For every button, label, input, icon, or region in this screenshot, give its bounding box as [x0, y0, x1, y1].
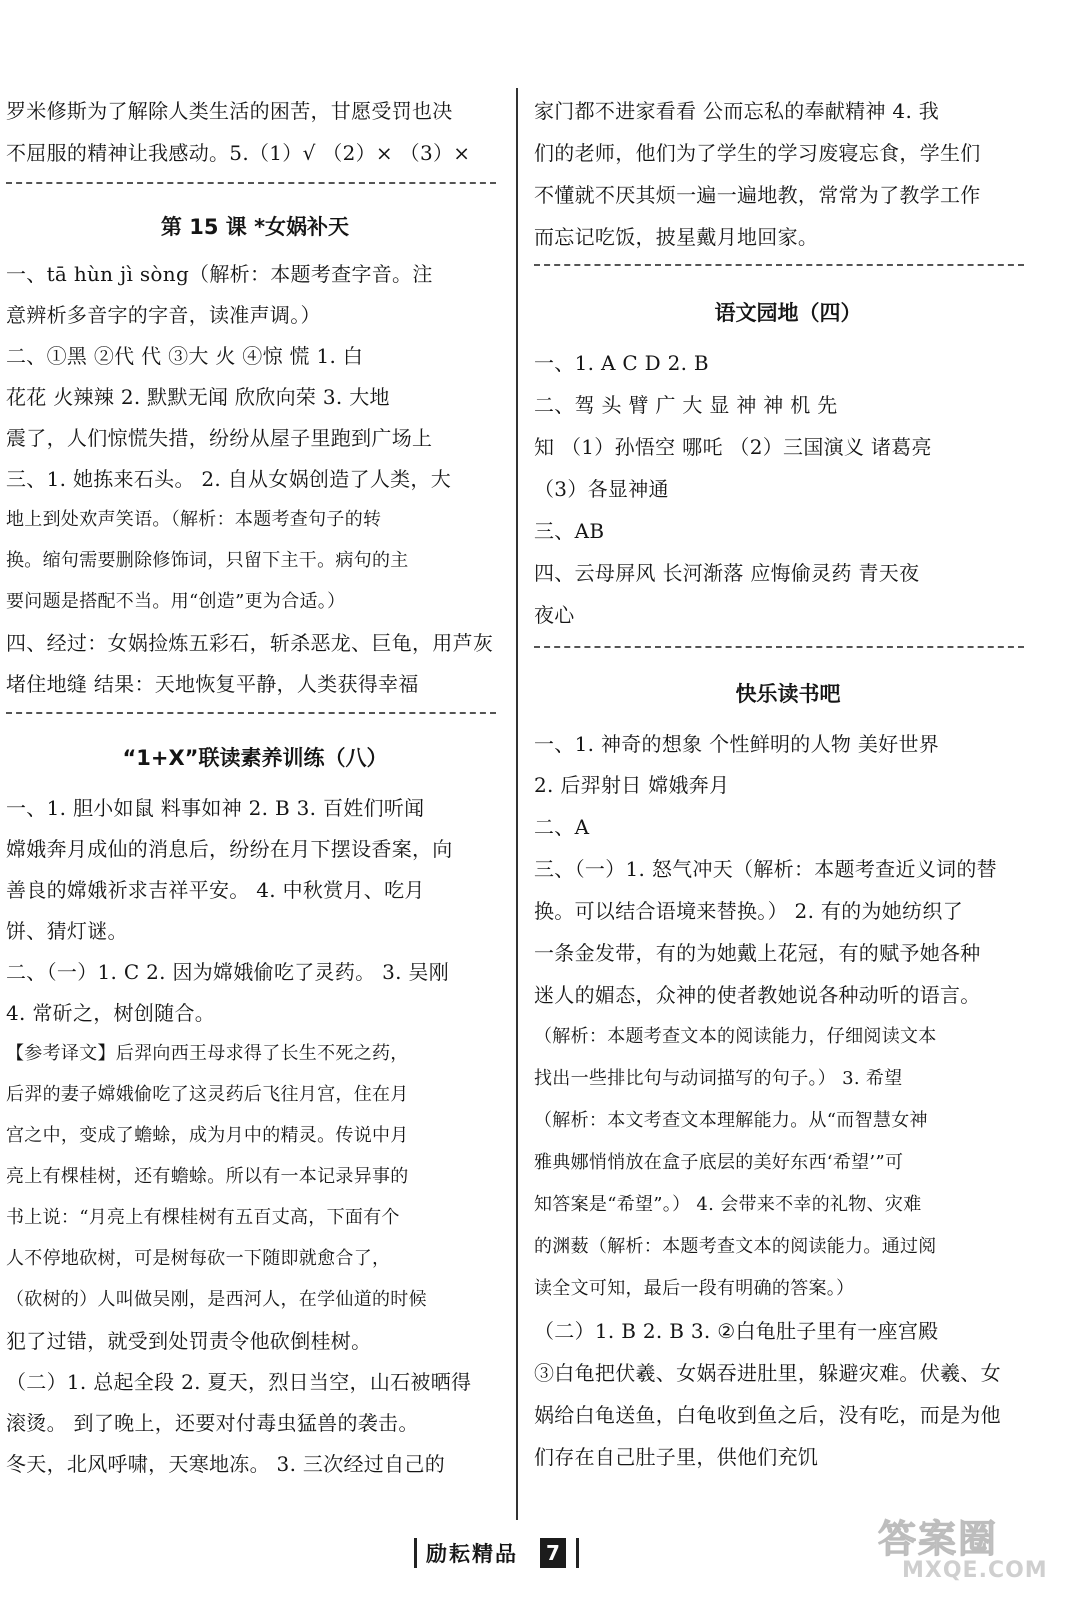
text-line: 一、1. A C D 2. B [534, 351, 709, 375]
text-line: 滚烫。 到了晚上，还要对付毒虫猛兽的袭击。 [6, 1411, 419, 1435]
text-line: 意辨析多音字的字音，读准声调。） [6, 303, 321, 327]
section-divider [6, 182, 496, 184]
text-line: 善良的嫦娥祈求吉祥平安。 4. 中秋赏月、吃月 [6, 878, 425, 902]
translation-line: （砍树的）人叫做吴刚，是西河人，在学仙道的时候 [6, 1289, 427, 1310]
section-title-happy-reading: 快乐读书吧 [735, 682, 841, 706]
text-line: 犯了过错，就受到处罚责令他砍倒桂树。 [6, 1329, 372, 1353]
text-line: 娲给白龟送鱼，白龟收到鱼之后，没有吃，而是为他 [534, 1403, 1001, 1427]
text-line: 们的老师，他们为了学生的学习废寝忘食，学生们 [534, 141, 981, 165]
footer-bar-left [414, 1538, 417, 1568]
translation-line: 【参考译文】后羿向西王母求得了长生不死之药， [6, 1043, 409, 1064]
text-line: 一、tā hùn jì sòng（解析：本题考查字音。注 [6, 262, 433, 286]
translation-line: 亮上有棵桂树，还有蟾蜍。所以有一本记录异事的 [6, 1166, 409, 1187]
watermark-url: MXQE.COM [902, 1558, 1048, 1583]
text-line: 们存在自己肚子里，供他们充饥 [534, 1445, 819, 1469]
text-line: 冬天，北风呼啸，天寒地冻。 3. 三次经过自己的 [6, 1452, 445, 1476]
text-line: 不懂就不厌其烦一遍一遍地教，常常为了教学工作 [534, 183, 981, 207]
page-footer [414, 1532, 614, 1576]
translation-line: 人不停地砍树，可是树每砍一下随即就愈合了， [6, 1248, 391, 1269]
text-line: 四、云母屏风 长河渐落 应悔偷灵药 青天夜 [534, 561, 920, 585]
text-line: ③白龟把伏羲、女娲吞进肚里，躲避灾难。伏羲、女 [534, 1361, 1001, 1385]
text-line: 二、①黑 ②代 代 ③大 火 ④惊 慌 1. 白 [6, 344, 364, 368]
text-line: 罗米修斯为了解除人类生活的困苦，甘愿受罚也决 [6, 99, 453, 123]
translation-line: 宫之中，变成了蟾蜍，成为月中的精灵。传说中月 [6, 1125, 409, 1146]
text-line: 震了，人们惊慌失措，纷纷从屋子里跑到广场上 [6, 426, 433, 450]
text-line: （二）1. 总起全段 2. 夏天，烈日当空，山石被晒得 [6, 1370, 472, 1394]
text-line: 一、1. 神奇的想象 个性鲜明的人物 美好世界 [534, 732, 940, 756]
text-line: 饼、猜灯谜。 [6, 919, 128, 943]
text-line: 二、驾 头 臂 广 大 显 神 神 机 先 [534, 393, 838, 417]
text-line: 换。可以结合语境来替换。） 2. 有的为她纺织了 [534, 899, 963, 923]
text-line: 而忘记吃饭，披星戴月地回家。 [534, 225, 819, 249]
page-number: 7 [540, 1538, 566, 1568]
text-line: 4. 常斫之，树创随合。 [6, 1001, 216, 1025]
text-line: 2. 后羿射日 嫦娥奔月 [534, 773, 730, 797]
text-line: 三、AB [534, 519, 605, 543]
text-line: 四、经过：女娲捡炼五彩石，斩杀恶龙、巨龟，用芦灰 [6, 631, 494, 655]
text-line: 堵住地缝 结果：天地恢复平静，人类获得幸福 [6, 672, 419, 696]
text-line: 地上到处欢声笑语。（解析：本题考查句子的转 [6, 509, 382, 530]
text-line: 二、（一）1. C 2. 因为嫦娥偷吃了灵药。 3. 吴刚 [6, 960, 450, 984]
text-line: 一条金发带，有的为她戴上花冠，有的赋予她各种 [534, 941, 981, 965]
text-line: 换。缩句需要删除修饰词，只留下主干。病句的主 [6, 550, 409, 571]
section-title-garden-4: 语文园地（四） [714, 301, 862, 325]
translation-line: 书上说：“月亮上有棵桂树有五百丈高，下面有个 [6, 1207, 400, 1228]
text-line: （解析：本题考查文本的阅读能力，仔细阅读文本 [534, 1026, 937, 1047]
text-line: 三、1. 她拣来石头。 2. 自从女娲创造了人类，大 [6, 467, 452, 491]
text-line: 迷人的媚态，众神的使者教她说各种动听的语言。 [534, 983, 981, 1007]
text-line: 三、（一）1. 怒气冲天（解析：本题考查近义词的替 [534, 857, 997, 881]
watermark [878, 1508, 1073, 1590]
text-line: （解析：本文考查文本理解能力。从“而智慧女神 [534, 1110, 928, 1131]
section-divider [534, 646, 1024, 648]
text-line: 一、1. 胆小如鼠 料事如神 2. B 3. 百姓们听闻 [6, 796, 425, 820]
section-divider [534, 264, 1024, 266]
text-line: 知 （1）孙悟空 哪吒 （2）三国演义 诸葛亮 [534, 435, 932, 459]
text-line: 雅典娜悄悄放在盒子底层的美好东西‘希望’”可 [534, 1152, 904, 1173]
text-line: 的渊薮（解析：本题考查文本的阅读能力。通过阅 [534, 1236, 937, 1257]
text-line: 花花 火辣辣 2. 默默无闻 欣欣向荣 3. 大地 [6, 385, 390, 409]
text-line: 二、A [534, 815, 590, 839]
text-line: 读全文可知，最后一段有明确的答案。） [534, 1278, 855, 1299]
footer-bar-right [576, 1538, 579, 1568]
text-line: 夜心 [534, 603, 575, 627]
section-title-training-8: “1+X”联读素养训练（八） [122, 746, 388, 770]
translation-line: 后羿的妻子嫦娥偷吃了这灵药后飞往月宫，住在月 [6, 1084, 409, 1105]
text-line: 知答案是“希望”。） 4. 会带来不幸的礼物、灾难 [534, 1194, 922, 1215]
text-line: （二）1. B 2. B 3. ②白龟肚子里有一座宫殿 [534, 1319, 939, 1343]
text-line: （3）各显神通 [534, 477, 669, 501]
watermark-logo: 答案圈 [878, 1517, 999, 1561]
section-title-lesson-15: 第 15 课 *女娲补天 [160, 215, 350, 239]
text-line: 找出一些排比句与动词描写的句子。） 3. 希望 [534, 1068, 903, 1089]
text-line: 不屈服的精神让我感动。5.（1）√ （2）× （3）× [6, 141, 471, 165]
column-divider [516, 88, 518, 1520]
section-divider [6, 712, 496, 714]
text-line: 嫦娥奔月成仙的消息后，纷纷在月下摆设香案，向 [6, 837, 453, 861]
text-line: 要问题是搭配不当。用“创造”更为合适。） [6, 591, 346, 612]
text-line: 家门都不进家看看 公而忘私的奉献精神 4. 我 [534, 99, 940, 123]
brand-name: 励耘精品 [426, 1542, 518, 1566]
